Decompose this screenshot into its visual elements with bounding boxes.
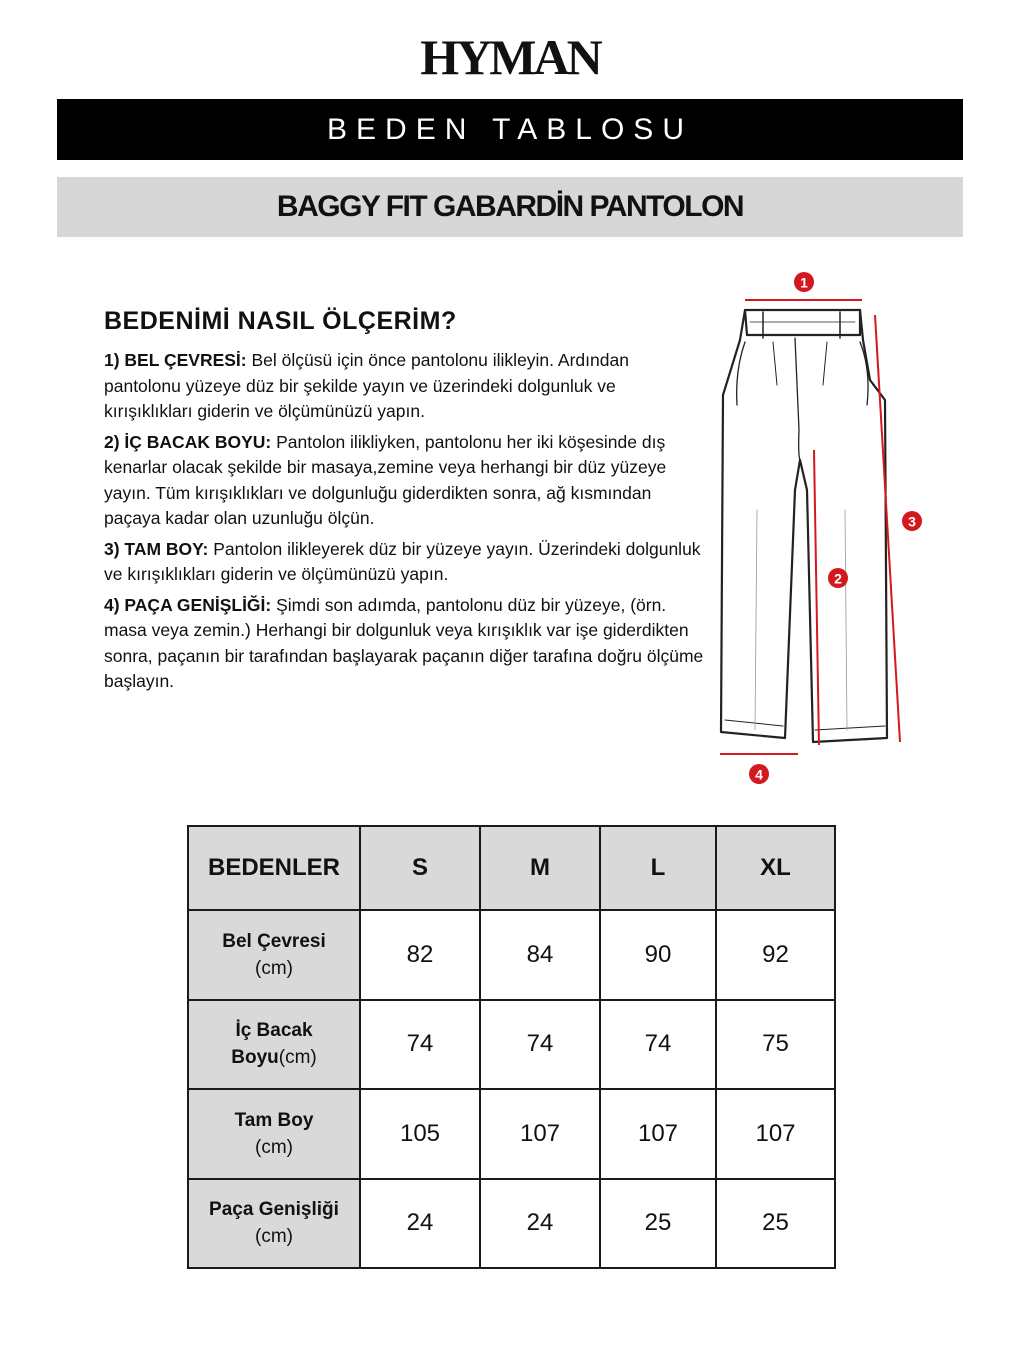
step-text: Bel ölçüsü için önce pantolonu ilikleyin. Ardından pantolonu yüzeye düz bir şekilde yayın ve üzerindeki dolgunluk ve kırışıklıkları giderin ve ölçümünüzü yapın. <box>104 350 629 421</box>
svg-text:4: 4 <box>755 766 763 783</box>
pockets <box>737 342 868 405</box>
table-cell: 82 <box>360 910 480 1000</box>
table-header-l: L <box>600 826 716 910</box>
svg-text:1: 1 <box>800 274 808 291</box>
table-cell: 74 <box>480 1000 600 1090</box>
page-title: BEDEN TABLOSU <box>327 113 693 146</box>
step-leg-opening <box>104 593 704 695</box>
step-text: Pantolon ilikleyerek düz bir yüzeye yayın. Üzerindeki dolgunluk ve kırışıklıkları giderin ve ölçümünüzü yapın. <box>104 538 701 584</box>
step-inseam <box>104 430 704 532</box>
row-label: İç Bacak Boyu(cm) <box>188 1000 360 1090</box>
table-cell: 25 <box>716 1179 835 1269</box>
hem-stitch <box>725 720 885 730</box>
table-row <box>188 1089 835 1179</box>
step-title: 2) İÇ BACAK BOYU: <box>104 431 272 452</box>
table-cell: 107 <box>716 1089 835 1179</box>
step-title: 4) PAÇA GENİŞLİĞİ: <box>104 594 272 615</box>
table-cell: 84 <box>480 910 600 1000</box>
row-label: Paça Genişliği (cm) <box>188 1179 360 1269</box>
product-bar <box>57 177 963 237</box>
table-header-s: S <box>360 826 480 910</box>
table-cell: 74 <box>360 1000 480 1090</box>
step-title: 3) TAM BOY: <box>104 538 209 559</box>
svg-text:2: 2 <box>834 570 842 587</box>
table-cell: 24 <box>360 1179 480 1269</box>
step-full-length <box>104 537 704 588</box>
svg-text:3: 3 <box>908 513 916 530</box>
crease-lines <box>755 510 847 730</box>
trouser-diagram <box>705 260 945 790</box>
table-cell: 107 <box>480 1089 600 1179</box>
measure-lines <box>720 300 900 754</box>
brand-logo: HYMAN <box>420 29 600 85</box>
title-bar <box>57 99 963 160</box>
table-cell: 25 <box>600 1179 716 1269</box>
marker-4 <box>749 764 769 784</box>
table-cell: 24 <box>480 1179 600 1269</box>
size-table <box>187 825 836 1269</box>
step-title: 1) BEL ÇEVRESİ: <box>104 350 247 370</box>
trouser-body <box>721 310 887 742</box>
step-waist <box>104 348 704 425</box>
step-text: Şimdi son adımda, pantolonu düz bir yüzeye, (örn. masa veya zemin.) Herhangi bir dolgunluk veya kırışıklık var işe giderdikten sonra, paçanın bir tarafından başlayarak paçanın diğer tarafına doğru ölçüme başlayın. <box>104 594 704 691</box>
table-cell: 75 <box>716 1000 835 1090</box>
instructions-heading: BEDENİMİ NASIL ÖLÇERİM? <box>104 307 457 335</box>
table-header-xl: XL <box>716 826 835 910</box>
table-row <box>188 1000 835 1090</box>
table-cell: 90 <box>600 910 716 1000</box>
table-header-sizes: BEDENLER <box>188 826 360 910</box>
pleats <box>773 342 827 385</box>
measure-instructions <box>104 307 704 700</box>
inseam-measure-line <box>814 450 819 745</box>
trouser-outline <box>721 310 887 742</box>
table-header-m: M <box>480 826 600 910</box>
table-cell: 92 <box>716 910 835 1000</box>
marker-1 <box>794 272 814 292</box>
table-cell: 105 <box>360 1089 480 1179</box>
step-text: Pantolon ilikliyken, pantolonu her iki köşesinde dış kenarlar olacak şekilde bir masaya,zemine veya herhangi bir düz yüzeye yayın. Tüm kırışıklıkları ve dolgunluğu giderdikten sonra, ağ kısmından paçaya kadar olan uzunluğu ölçün. <box>104 431 667 528</box>
product-name: BAGGY FIT GABARDİN PANTOLON <box>276 190 744 223</box>
table-header-row <box>188 826 835 910</box>
fly-seam <box>795 338 800 460</box>
row-label: Bel Çevresi (cm) <box>188 910 360 1000</box>
table-cell: 74 <box>600 1000 716 1090</box>
row-label: Tam Boy (cm) <box>188 1089 360 1179</box>
table-cell: 107 <box>600 1089 716 1179</box>
table-row <box>188 910 835 1000</box>
marker-2 <box>828 568 848 588</box>
table-row <box>188 1179 835 1269</box>
marker-3 <box>902 511 922 531</box>
